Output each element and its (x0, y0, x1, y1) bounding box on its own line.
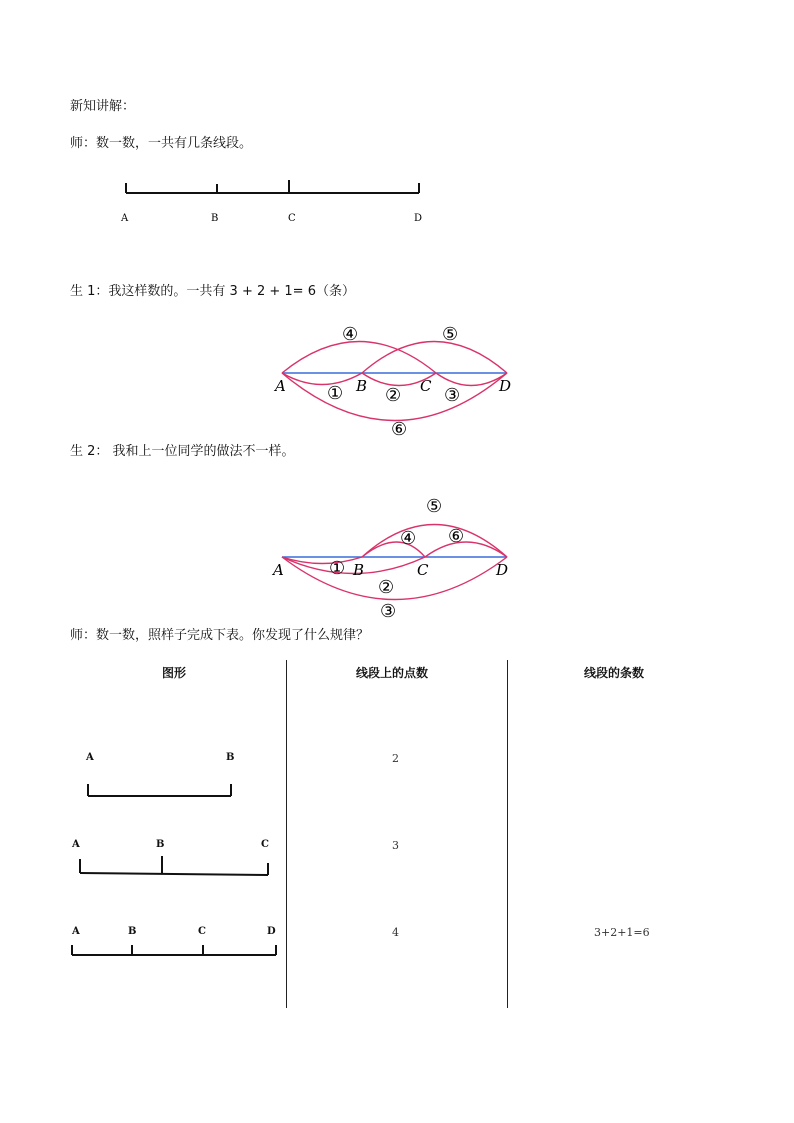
row2-label-a: A (72, 839, 80, 850)
figure2-arcs (270, 492, 520, 624)
figure2-label-2: ② (378, 577, 395, 598)
figure1-arc-3 (436, 373, 507, 386)
student-2-text: 生 2： 我和上一位同学的做法不一样。 (70, 444, 295, 459)
header-figure: 图形 (162, 666, 187, 680)
figure2-point-a: A (273, 561, 284, 579)
row2-label-b: B (156, 839, 165, 850)
figure1-arcs (270, 318, 520, 440)
figure1-label-5: ⑤ (442, 324, 459, 345)
row1-label-b: B (226, 752, 235, 763)
row3-segment-count: 3+2+1=6 (594, 926, 650, 939)
row3-label-c: C (198, 926, 206, 937)
figure2-arc-5 (362, 525, 507, 558)
intro-label-c: C (288, 213, 296, 224)
teacher-question-2: 师：数一数，照样子完成下表。你发现了什么规律？ (70, 628, 370, 643)
row2-label-c: C (261, 839, 269, 850)
intro-label-a: A (121, 213, 129, 224)
intro-label-b: B (211, 213, 219, 224)
row2-segment (74, 853, 274, 879)
figure1-arc-4 (282, 342, 436, 374)
row1-segment (84, 780, 236, 800)
header-point-count: 线段上的点数 (356, 666, 429, 680)
figure2-point-c: C (417, 561, 429, 579)
row3-point-count: 4 (392, 926, 399, 939)
row1-label-a: A (86, 752, 94, 763)
figure2-point-d: D (496, 561, 509, 579)
row3-label-b: B (128, 926, 137, 937)
intro-label-d: D (414, 213, 423, 224)
teacher-question-1: 师：数一数，一共有几条线段。 (70, 136, 253, 151)
intro-segment-diagram (115, 175, 435, 231)
figure2-label-5: ⑤ (426, 496, 443, 517)
row3-segment (68, 940, 280, 960)
row1-point-count: 2 (392, 752, 399, 765)
figure2-label-4: ④ (400, 528, 417, 549)
header-segment-count: 线段的条数 (584, 666, 645, 680)
figure1-point-a: A (275, 377, 286, 395)
figure2-label-3: ③ (380, 601, 397, 622)
section-title: 新知讲解： (70, 99, 136, 114)
row3-label-d: D (267, 926, 276, 937)
figure1-point-d: D (499, 377, 512, 395)
figure1-label-3: ③ (444, 385, 461, 406)
figure2-label-1: ① (329, 558, 346, 579)
figure2-point-b: B (353, 561, 365, 579)
figure1-label-6: ⑥ (391, 419, 408, 440)
figure1-label-2: ② (385, 385, 402, 406)
table-divider-2 (507, 660, 508, 1008)
figure1-point-b: B (356, 377, 368, 395)
figure1-label-1: ① (327, 383, 344, 404)
figure1-label-4: ④ (342, 324, 359, 345)
row2-point-count: 3 (392, 839, 399, 852)
figure2-arc-6 (425, 542, 507, 557)
figure1-arc-5 (362, 342, 507, 374)
row3-label-a: A (72, 926, 80, 937)
table-divider-1 (286, 660, 287, 1008)
figure2-label-6: ⑥ (448, 526, 465, 547)
student-1-text: 生 1：我这样数的。一共有 3 + 2 + 1= 6（条） (70, 284, 355, 299)
figure1-point-c: C (420, 377, 432, 395)
